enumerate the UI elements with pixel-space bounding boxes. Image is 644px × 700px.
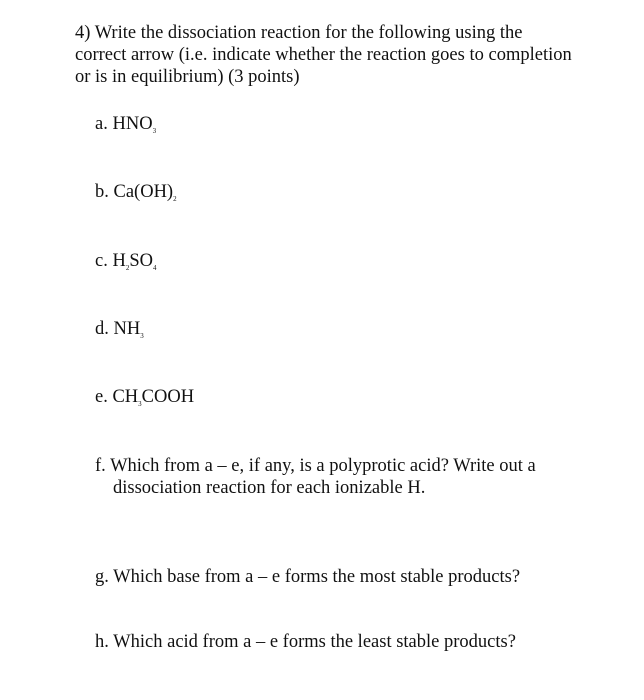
item-a [95,113,156,135]
item-b [95,181,177,203]
item-label: a. [95,114,108,134]
formula: $CH_3COOH$ [112,387,195,408]
item-d [95,318,144,340]
formula: $NH_3$ [113,319,144,340]
item-label: d. [95,319,109,339]
item-e [95,386,194,408]
item-c [95,250,157,272]
formula: $HNO_3$ [112,114,157,135]
formula: $H_2SO_4$ [112,251,157,272]
item-h-acid-question: h. Which acid from a – e forms the least stable products? [95,632,516,652]
item-g-base-question: g. Which base from a – e forms the most stable products? [95,567,521,587]
formula: $Ca(OH)_2$ [113,182,177,203]
question-prompt: 4) Write the dissociation reaction for the following using the correct arrow (i.e. indicate whether the reaction goes to completion or is in equilibrium) (3 points) [75,23,572,87]
item-label: e. [95,387,108,407]
item-f-polyprotic-question: f. Which from a – e, if any, is a polyprotic acid? Write out a dissociation reaction for each ionizable H. [95,456,536,498]
item-label: c. [95,251,108,271]
item-label: b. [95,182,109,202]
